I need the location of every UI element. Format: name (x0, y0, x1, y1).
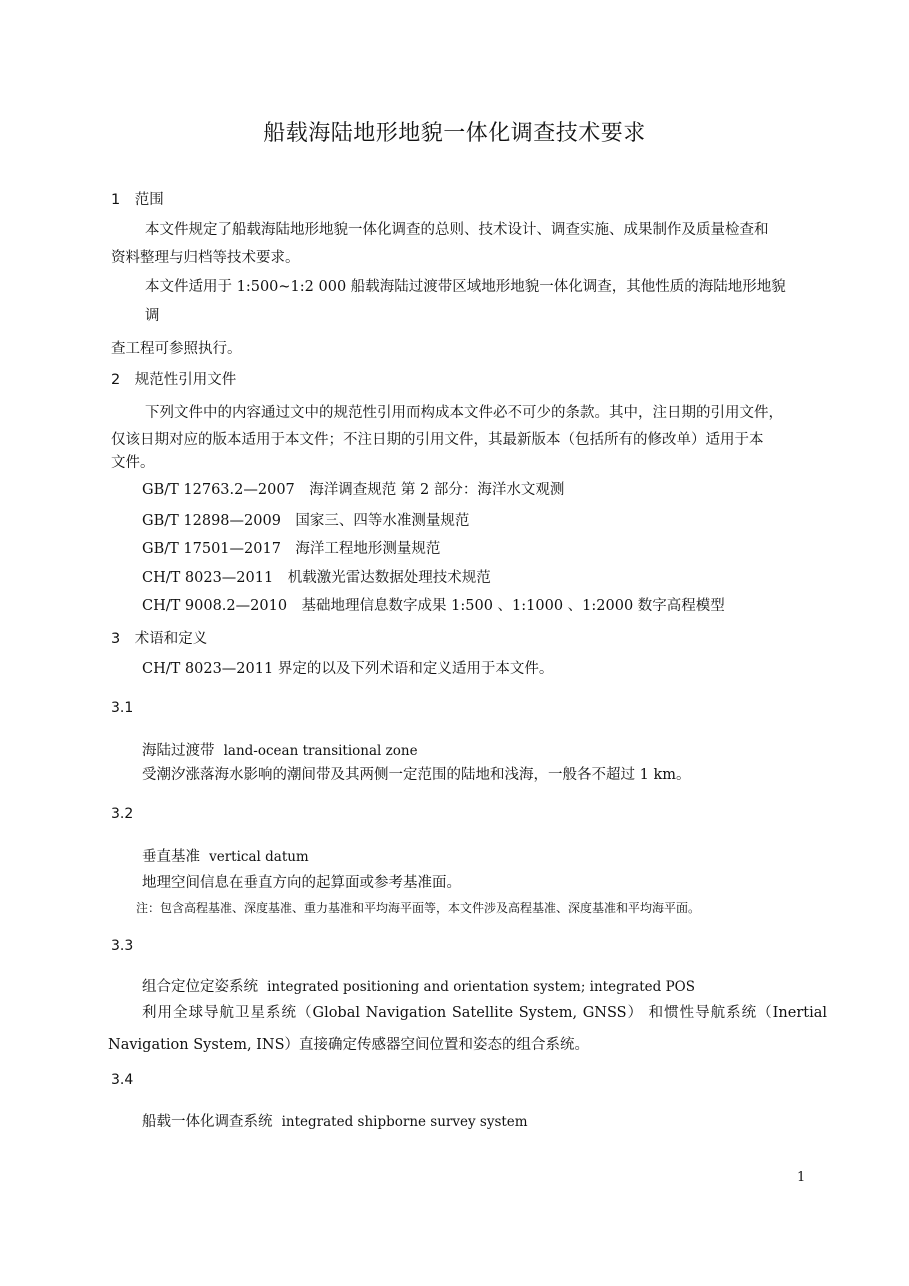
term-definition-line-2: Navigation System, INS）直接确定传感器空间位置和姿态的组合系统。 (108, 1037, 590, 1053)
section-2-paragraph-line-3: 文件。 (111, 455, 155, 471)
section-3-heading: 3 术语和定义 (111, 631, 208, 647)
term-chinese: 垂直基准 (142, 849, 200, 865)
section-1-paragraph-1-line-2: 资料整理与归档等技术要求。 (111, 250, 300, 266)
term-english: integrated positioning and orientation system; integrated POS (267, 979, 695, 995)
term-definition-text: 利用全球导航卫星系统（Global Navigation Satellite System, GNSS） 和惯性导航系统（Inertial (142, 1005, 827, 1021)
term-chinese: 船载一体化调查系统 (142, 1114, 273, 1130)
section-2-heading: 2 规范性引用文件 (111, 372, 237, 388)
term-number: 3.1 (111, 700, 134, 716)
reference-item: GB/T 12898—2009 国家三、四等水准测量规范 (142, 513, 470, 529)
term-definition-line-1 (142, 1001, 827, 1022)
term-english: integrated shipborne survey system (281, 1114, 528, 1130)
reference-item: CH/T 8023—2011 机载激光雷达数据处理技术规范 (142, 570, 491, 586)
section-1-paragraph-2-line-1: 本文件适用于 1:500~1:2 000 船载海陆过渡带区域地形地貌一体化调查，其他性质的海陆地形地貌 (145, 279, 786, 295)
reference-item: GB/T 12763.2—2007 海洋调查规范 第 2 部分：海洋水文观测 (142, 482, 565, 498)
term-number: 3.4 (111, 1072, 134, 1088)
term-english: vertical datum (209, 849, 309, 865)
term-note: 注：包含高程基准、深度基准、重力基准和平均海平面等，本文件涉及高程基准、深度基准和平均海平面。 (136, 901, 701, 915)
term-definition: 受潮汐涨落海水影响的潮间带及其两侧一定范围的陆地和浅海，一般各不超过 1 km。 (142, 767, 691, 783)
term-english: land-ocean transitional zone (223, 743, 418, 759)
reference-item: GB/T 17501—2017 海洋工程地形测量规范 (142, 541, 441, 557)
section-1-heading: 1 范围 (111, 192, 164, 208)
term-number: 3.3 (111, 938, 134, 954)
document-title: 船载海陆地形地貌一体化调查技术要求 (263, 121, 646, 146)
section-3-intro: CH/T 8023—2011 界定的以及下列术语和定义适用于本文件。 (142, 661, 554, 677)
page-number: 1 (797, 1170, 806, 1185)
term-chinese: 海陆过渡带 (142, 743, 215, 759)
section-2-paragraph-line-2: 仅该日期对应的版本适用于本文件；不注日期的引用文件，其最新版本（包括所有的修改单）适用于本 (111, 432, 764, 448)
term-definition: 地理空间信息在垂直方向的起算面或参考基准面。 (142, 875, 461, 891)
reference-item: CH/T 9008.2—2010 基础地理信息数字成果 1:500 、1:1000 、1:2000 数字高程模型 (142, 598, 725, 614)
term-title (142, 845, 309, 866)
term-chinese: 组合定位定姿系统 (142, 979, 258, 995)
term-title (142, 975, 695, 996)
term-title (142, 739, 418, 760)
section-2-paragraph-line-1: 下列文件中的内容通过文中的规范性引用而构成本文件必不可少的条款。其中，注日期的引用文件， (145, 405, 783, 421)
section-1-paragraph-2-line-2: 调 (145, 308, 160, 324)
term-title (142, 1110, 528, 1131)
section-1-paragraph-2-line-3: 查工程可参照执行。 (111, 341, 242, 357)
term-number: 3.2 (111, 806, 134, 822)
section-1-paragraph-1-line-1: 本文件规定了船载海陆地形地貌一体化调查的总则、技术设计、调查实施、成果制作及质量检查和 (145, 222, 769, 238)
